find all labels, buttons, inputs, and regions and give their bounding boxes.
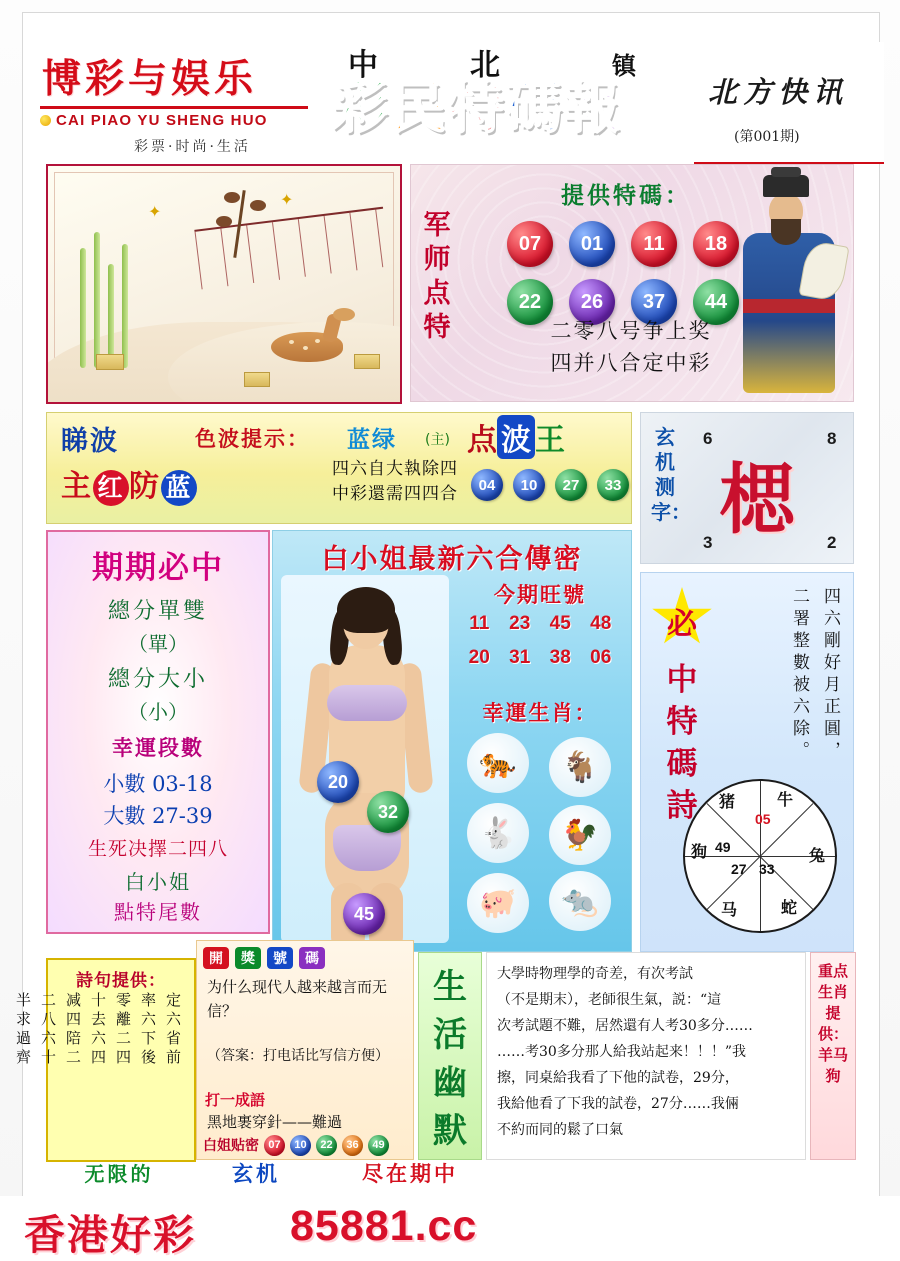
riddle-text: 黑地裹穿針——難過 <box>207 1113 343 1131</box>
qiqi-line-7: 大數 27-39 <box>103 804 213 828</box>
wheel-label-snake: 蛇 <box>781 898 798 917</box>
qiqi-line-5: 幸運段數 <box>112 735 204 760</box>
hot-number: 06 <box>590 647 612 668</box>
joke-line: 不約而同的鬆了口氣 <box>497 1122 623 1138</box>
zodiac-rabbit-icon: 🐇 <box>467 803 529 863</box>
qiqi-line-10: 點特尾數 <box>114 900 202 924</box>
joke-line: 我給他看了下我的試卷，27分……我倆 <box>497 1096 739 1112</box>
riddle-header-caps <box>203 945 407 971</box>
xuanji-label: 玄机测字： <box>651 425 691 524</box>
publication-tagline: 彩票·时尚·生活 <box>134 139 251 155</box>
center-title-main <box>332 64 682 144</box>
hot-number: 31 <box>509 647 531 668</box>
poem-panel <box>14 958 196 1162</box>
poem-panel-title: 詩句提供： <box>76 971 166 991</box>
logo-divider <box>40 106 308 109</box>
joke-text <box>497 961 795 1143</box>
rock-shape-2 <box>244 372 270 387</box>
wave-panel-label: 睇波 <box>61 426 119 457</box>
bizhong-star-char: 必 <box>667 607 697 642</box>
lady-figure <box>299 593 431 943</box>
wave-red-badge: 红 <box>93 470 129 506</box>
lottery-ball: 10 <box>290 1135 311 1156</box>
wheel-label-dog: 狗 <box>691 842 708 861</box>
key-zodiac-panel <box>810 952 856 1160</box>
lottery-ball: 07 <box>264 1135 285 1156</box>
qiqi-line-9: 白小姐 <box>125 870 191 894</box>
publication-logo: 博彩与娱乐 <box>42 56 258 102</box>
wave-blue-badge: 蓝 <box>161 470 197 506</box>
zodiac-pig-icon: 🐖 <box>467 873 529 933</box>
wave-poem-line-1: 四六自大執除四 <box>332 459 458 479</box>
poem-footer: 无限的 <box>84 1162 154 1186</box>
xuanji-corner-number: 3 <box>703 533 713 552</box>
wave-king-title <box>467 415 627 457</box>
qiqi-title: 期期必中 <box>92 550 224 586</box>
wave-poem <box>295 457 495 507</box>
lady-panel <box>272 530 632 952</box>
cap-badge: 開 <box>203 947 229 969</box>
xuanji-panel <box>640 412 854 564</box>
branch-shape <box>198 190 318 260</box>
lottery-ball: 32 <box>367 791 409 833</box>
lottery-ball: 36 <box>342 1135 363 1156</box>
qiqi-panel <box>46 530 270 934</box>
wheel-number: 49 <box>715 839 731 855</box>
general-couplet <box>511 315 751 379</box>
lady-photo <box>281 575 449 943</box>
center-title <box>332 38 682 158</box>
qiqi-line-1: 總分單雙 <box>107 599 208 624</box>
cap-badge: 碼 <box>299 947 325 969</box>
cap-badge: 號 <box>267 947 293 969</box>
hot-number: 23 <box>509 613 531 634</box>
issue-number: (第001期) <box>734 129 800 145</box>
lottery-ball: 49 <box>368 1135 389 1156</box>
wheel-label-pig: 猪 <box>719 792 736 811</box>
wave-hint-value: 蓝绿 <box>347 426 397 453</box>
joke-panel <box>486 952 806 1160</box>
rock-shape-1 <box>96 354 124 370</box>
riddle-answer: （答案：打电话比写信方便） <box>207 1048 389 1064</box>
wheel-label-horse: 马 <box>721 900 738 919</box>
lottery-ball: 10 <box>513 469 545 501</box>
wave-hint-label: 色波提示： <box>195 426 310 451</box>
zodiac-wheel <box>683 779 837 933</box>
wave-mid: 防 <box>129 469 161 504</box>
lottery-ball: 22 <box>316 1135 337 1156</box>
bizhong-poem-line-2: 二署整數被六除。 <box>789 587 809 763</box>
lady-panel-title: 白小姐最新六合傳密 <box>321 544 583 575</box>
xuanji-corner-number: 2 <box>827 533 837 552</box>
lottery-ball: 44 <box>693 279 739 325</box>
riddle-bottom-row <box>203 1133 407 1157</box>
qiqi-line-4: （小） <box>128 700 188 724</box>
general-ball-row-1 <box>507 221 739 267</box>
bizhong-poem-line-1: 四六剛好月正圓， <box>820 587 840 763</box>
poem-column: 十去六四 <box>89 992 107 1068</box>
qiqi-line-3: 總分大小 <box>107 667 208 692</box>
center-top-char-2: 北 <box>470 48 500 83</box>
lady-zodiac-grid <box>461 733 621 933</box>
butterfly-icon-2: ✦ <box>280 190 294 209</box>
riddle-panel <box>196 940 414 1160</box>
joke-line: ……考30多分那人給我站起来！！！”我 <box>497 1044 746 1060</box>
poem-column: 零離二四 <box>114 992 132 1068</box>
deer-illustration <box>46 164 402 404</box>
life-humour-label <box>418 952 482 1160</box>
center-top-char-1: 中 <box>348 48 378 83</box>
wave-poem-line-2: 中彩還需四四合 <box>332 484 458 504</box>
lottery-ball: 26 <box>569 279 615 325</box>
lady-numbers-column <box>457 575 623 943</box>
hot-number: 11 <box>469 613 490 634</box>
right-title-block <box>694 42 884 162</box>
life-humour-text: 生活幽默 <box>433 967 467 1151</box>
lottery-ball: 20 <box>317 761 359 803</box>
wave-hint-note: (主) <box>425 432 450 448</box>
hot-number: 45 <box>549 613 571 634</box>
qiqi-line-2: （單） <box>128 632 188 656</box>
joke-line: 擦，同桌給我看了下他的試卷，29分， <box>497 1070 739 1086</box>
joke-line: 次考試題不難，居然還有人考30多分…… <box>497 1018 753 1034</box>
riddle-type-label: 打一成語 <box>205 1091 266 1109</box>
lady-zodiac-title: 幸運生肖： <box>482 700 598 725</box>
logo-dot-icon <box>40 115 51 126</box>
footer-brand: 香港好彩 <box>24 1211 196 1259</box>
wave-tips-panel <box>46 412 632 524</box>
poem-column: 二八六十 <box>39 992 57 1068</box>
wheel-number: 33 <box>759 861 775 877</box>
hot-number: 38 <box>549 647 571 668</box>
zodiac-tiger-icon: 🐅 <box>467 733 529 793</box>
hot-number: 20 <box>468 647 490 668</box>
cap-badge: 獎 <box>235 947 261 969</box>
poem-column: 半求過齊 <box>14 992 32 1068</box>
hot-number: 48 <box>590 613 612 634</box>
xuanji-character: 楒 <box>719 455 795 544</box>
general-tips-panel <box>410 164 854 402</box>
lottery-ball: 04 <box>471 469 503 501</box>
bizhong-poem <box>733 587 843 767</box>
general-panel-label: 军师点特 <box>423 210 451 343</box>
qiqi-line-8: 生死决擇二四八 <box>87 838 228 860</box>
couplet-line-1: 二零八号争上奖 <box>550 319 712 343</box>
center-big-char-2: 民 <box>390 75 448 141</box>
lottery-ball: 11 <box>631 221 677 267</box>
lady-hot-numbers <box>459 613 621 669</box>
publication-logo-pinyin: CAI PIAO YU SHENG HUO <box>56 112 268 129</box>
masthead <box>22 20 878 155</box>
butterfly-icon: ✦ <box>148 202 162 221</box>
poem-column: 减四陪二 <box>64 992 82 1068</box>
deer-shape <box>263 312 355 368</box>
king-char-3: 王 <box>535 423 565 458</box>
footer <box>0 1196 900 1260</box>
rock-shape-3 <box>354 354 380 369</box>
joke-line: 大學時物理學的奇差，有次考試 <box>497 966 693 982</box>
wheel-label-ox: 牛 <box>777 790 794 809</box>
wheel-number: 05 <box>755 811 771 827</box>
lottery-ball: 22 <box>507 279 553 325</box>
xuanji-corner-number: 8 <box>827 429 837 448</box>
zodiac-goat-icon: 🐐 <box>549 737 611 797</box>
wheel-label-rabbit: 兔 <box>809 846 826 865</box>
wave-ball-row <box>471 469 632 501</box>
lottery-ball: 01 <box>569 221 615 267</box>
lottery-ball: 07 <box>507 221 553 267</box>
center-bottom-slogan: 尽在期中 <box>362 1161 458 1186</box>
bamboo-shape <box>76 238 136 368</box>
key-zodiac-text: 重点生肖提供：羊马狗 <box>817 962 848 1085</box>
wave-row-2 <box>61 461 197 506</box>
lottery-ball: 27 <box>555 469 587 501</box>
king-char-1: 点 <box>467 423 497 458</box>
footer-url: 85881.cc <box>290 1202 478 1250</box>
couplet-line-2: 四并八合定中彩 <box>550 351 712 375</box>
xuanji-corner-number: 6 <box>703 429 713 448</box>
joke-line: （不是期末），老師很生氣，説：“這 <box>497 992 722 1008</box>
poem-column: 率六下後 <box>139 992 157 1068</box>
riddle-bottom-label: 白姐贴密 <box>203 1138 259 1154</box>
lady-hot-numbers-title: 今期旺號 <box>494 582 586 607</box>
center-big-char-3: 特 <box>448 75 506 141</box>
lottery-ball: 45 <box>343 893 385 935</box>
poem-columns <box>14 992 184 1142</box>
center-big-char-1: 彩 <box>332 75 390 141</box>
zodiac-rat-icon: 🐀 <box>549 871 611 931</box>
xuanji-footer: 玄机 <box>232 1161 280 1186</box>
zodiac-rooster-icon: 🐓 <box>549 805 611 865</box>
lottery-ball: 33 <box>597 469 629 501</box>
riddle-question: 为什么现代人越来越言而无信？ <box>207 978 388 1020</box>
poem-column: 定六省前 <box>164 992 182 1068</box>
lottery-ball: 37 <box>631 279 677 325</box>
bizhong-column-title: 中特碼詩 <box>666 662 698 824</box>
center-big-char-4: 碼 <box>506 75 564 141</box>
qiqi-line-6: 小數 03-18 <box>103 772 213 796</box>
general-panel-title: 提供特碼： <box>561 182 691 209</box>
lottery-ball: 18 <box>693 221 739 267</box>
wave-prefix: 主 <box>61 469 93 504</box>
center-top-char-3: 镇 <box>612 51 636 80</box>
general-figure-illustration <box>727 171 847 395</box>
wheel-number: 27 <box>731 861 747 877</box>
king-char-2: 波 <box>497 415 535 459</box>
right-title: 北方快讯 <box>708 75 849 109</box>
center-big-char-5: 報 <box>564 75 622 141</box>
bizhong-panel <box>640 572 854 952</box>
